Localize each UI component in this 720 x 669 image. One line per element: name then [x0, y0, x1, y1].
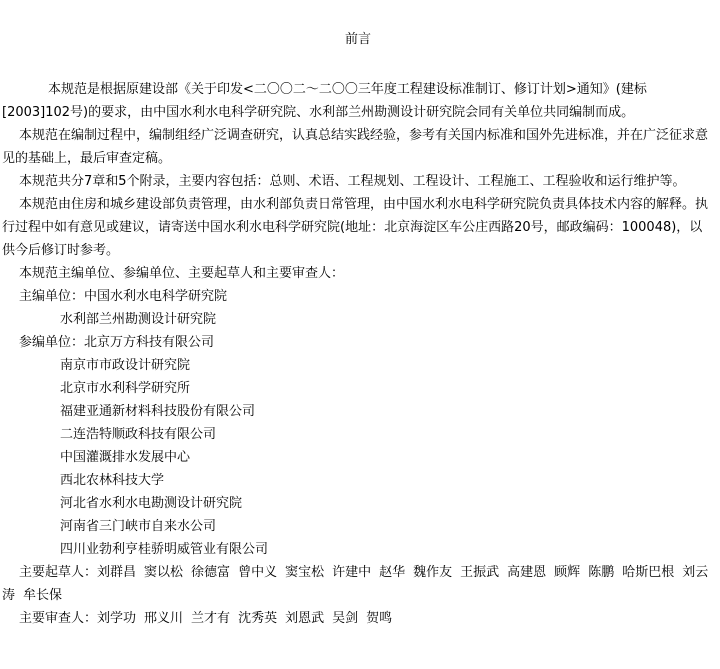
co-editor-unit: 北京市水利科学研究所: [60, 381, 191, 396]
chief-editor-label: 主编单位：: [19, 289, 85, 304]
co-editor-unit: 中国灌溉排水发展中心: [60, 450, 191, 465]
paragraph-origin: 本规范是根据原建设部《关于印发<二〇〇二～二〇〇三年度工程建设标准制订、修订计划>通知》(建标[2003]102号)的要求，由中国水利水电科学研究院、水利部兰州勘测设计研究院会同有关单位共同编制而成。: [2, 82, 647, 120]
drafter-name: 许建中: [332, 565, 372, 580]
co-editor-unit: 西北农林科技大学: [60, 473, 165, 488]
reviewer-name: 兰才有: [191, 611, 231, 626]
chief-editor-unit: 中国水利水电科学研究院: [84, 289, 228, 304]
co-editor-unit: 福建亚通新材料科技股份有限公司: [60, 404, 256, 419]
drafter-name: 王振武: [460, 565, 500, 580]
reviewers-label: 主要审查人：: [19, 611, 98, 626]
document-body: [2, 78, 714, 630]
drafters-line: [2, 561, 714, 607]
drafters-label: 主要起草人：: [19, 565, 98, 580]
paragraph-process: 本规范在编制过程中，编制组经广泛调查研究，认真总结实践经验，参考有关国内标准和国外先进标准，并在广泛征求意见的基础上，最后审查定稿。: [2, 128, 709, 166]
reviewer-name: 沈秀英: [238, 611, 278, 626]
drafter-name: 哈斯巴根: [622, 565, 675, 580]
co-editor-label: 参编单位：: [19, 335, 85, 350]
drafter-name: 赵华: [379, 565, 406, 580]
drafter-name: 窦以松: [144, 565, 184, 580]
document-title: 前言: [344, 32, 371, 47]
reviewer-name: 贺鸣: [366, 611, 393, 626]
chief-editor-unit: 水利部兰州勘测设计研究院: [60, 312, 217, 327]
drafter-name: 刘云涛: [2, 565, 709, 603]
drafter-name: 陈鹏: [588, 565, 615, 580]
drafter-name: 魏作友: [413, 565, 453, 580]
paragraph-contents: 本规范共分7章和5个附录，主要内容包括：总则、术语、工程规划、工程设计、工程施工、工程验收和运行维护等。: [19, 174, 686, 189]
co-editor-unit: 南京市市政设计研究院: [60, 358, 191, 373]
reviewers-line: [2, 607, 714, 630]
reviewer-name: 吴剑: [332, 611, 359, 626]
co-editor-unit: 二连浩特顺政科技有限公司: [60, 427, 217, 442]
drafter-name: 徐德富: [191, 565, 231, 580]
reviewer-name: 刘恩武: [285, 611, 325, 626]
chief-editor-line: [2, 285, 714, 308]
reviewer-name: 邢义川: [144, 611, 184, 626]
drafter-name: 高建恩: [507, 565, 547, 580]
co-editor-unit: 河南省三门峡市自来水公司: [60, 519, 217, 534]
paragraph-management: 本规范由住房和城乡建设部负责管理，由水利部负责日常管理，由中国水利水电科学研究院负责具体技术内容的解释。执行过程中如有意见或建议，请寄送中国水利水电科学研究院(地址：北京海淀区车公庄西路20号，邮政编码：100048)，以供今后修订时参考。: [2, 197, 709, 258]
drafter-name: 牟长保: [23, 588, 63, 603]
co-editor-unit: 河北省水利水电勘测设计研究院: [60, 496, 243, 511]
drafter-name: 顾辉: [554, 565, 581, 580]
drafter-name: 曾中义: [238, 565, 278, 580]
reviewer-name: 刘学功: [97, 611, 137, 626]
drafter-name: 刘群昌: [97, 565, 137, 580]
co-editor-unit: 四川业勃利亨桂骄明威管业有限公司: [60, 542, 269, 557]
co-editor-line: [2, 331, 714, 354]
paragraph-units-intro: 本规范主编单位、参编单位、主要起草人和主要审查人：: [19, 266, 345, 281]
drafter-name: 窦宝松: [285, 565, 325, 580]
co-editor-unit: 北京万方科技有限公司: [84, 335, 215, 350]
